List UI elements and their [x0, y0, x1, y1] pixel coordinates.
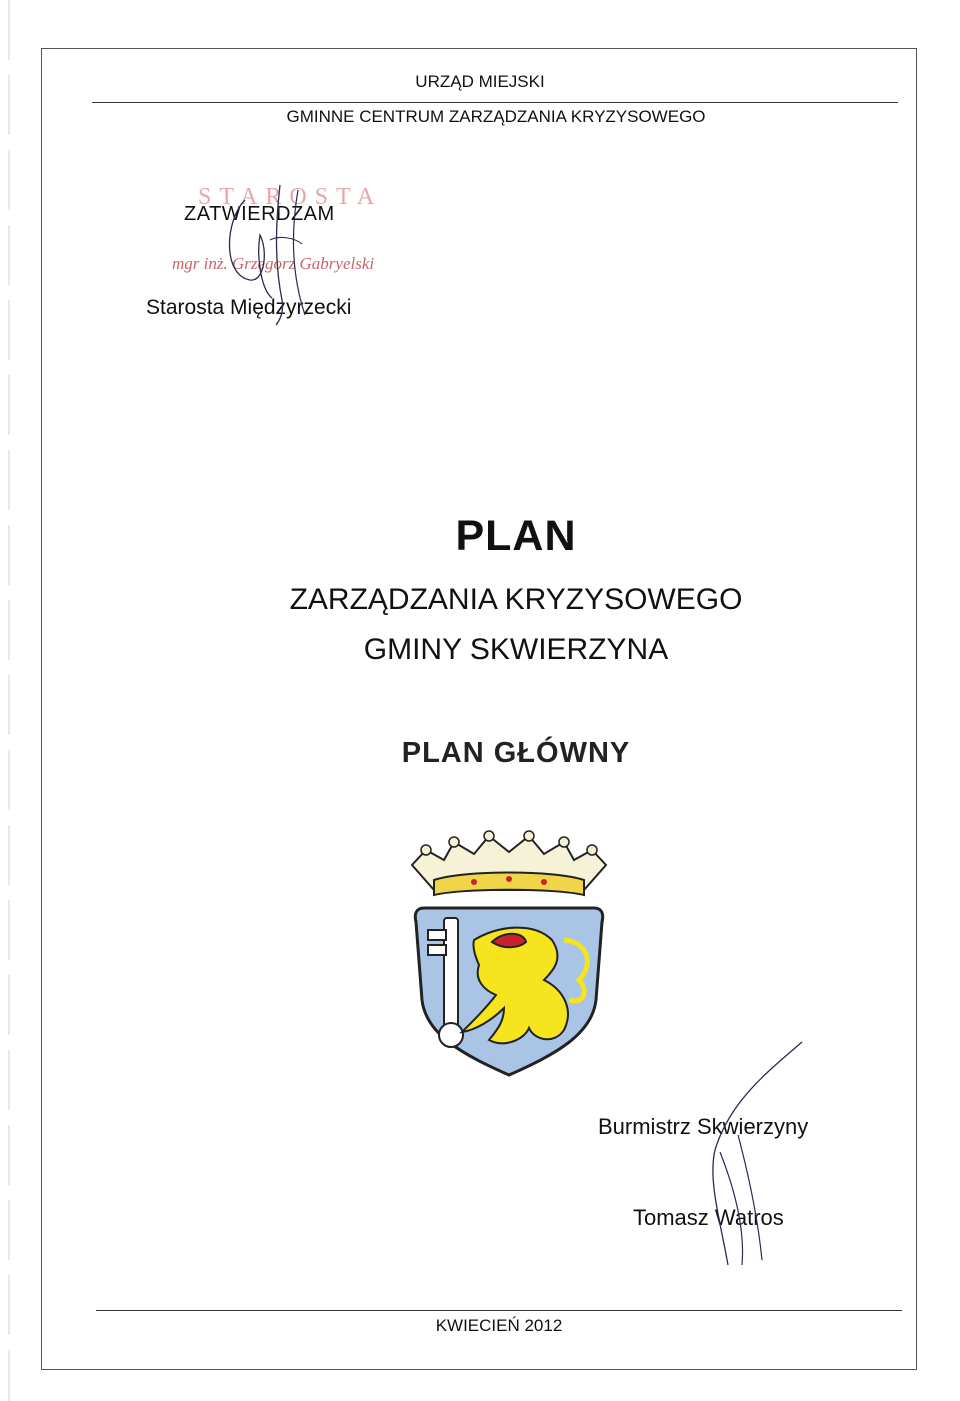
crown-icon — [412, 831, 606, 895]
signatory-role: Burmistrz Skwierzyny — [598, 1114, 809, 1139]
header-office: URZĄD MIEJSKI — [415, 72, 545, 91]
document-subtitle-line1: ZARZĄDZANIA KRYZYSOWEGO — [289, 583, 743, 616]
stamp-title: STAROSTA — [198, 184, 383, 210]
approval-label: ZATWIERDZAM — [184, 203, 335, 225]
header-unit: GMINNE CENTRUM ZARZĄDZANIA KRYZYSOWEGO — [286, 107, 706, 126]
plan-type: PLAN GŁÓWNY — [401, 737, 631, 769]
signatory-signature — [690, 1040, 810, 1270]
coat-of-arms — [404, 830, 614, 1080]
document-title: PLAN — [455, 512, 577, 560]
document-subtitle-line2: GMINY SKWIERZYNA — [363, 633, 669, 666]
approver-signature — [210, 180, 320, 330]
signatory-name: Tomasz Watros — [633, 1205, 784, 1230]
stamp-name: mgr inż. Grzegorz Gabryelski — [172, 254, 375, 273]
footer-rule — [96, 1310, 902, 1311]
approver-role: Starosta Międzyrzecki — [146, 296, 352, 319]
footer-date: KWIECIEŃ 2012 — [435, 1316, 563, 1335]
header-rule — [92, 102, 898, 103]
scan-edge-shadow — [8, 0, 10, 1401]
